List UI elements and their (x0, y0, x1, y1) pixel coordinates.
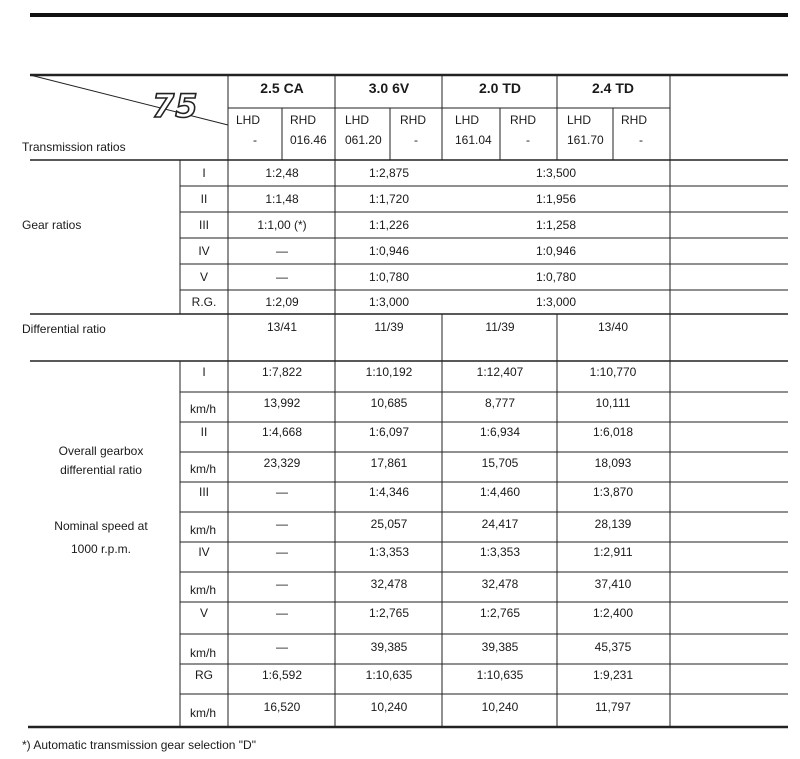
speed-unit-label: km/h (190, 706, 217, 720)
gear-ratio-cell: 1:0,780 (368, 270, 410, 284)
gear-label: III (198, 218, 210, 232)
overall-ratio-cell: 1:4,460 (479, 485, 521, 499)
sub-header-label: LHD (567, 113, 592, 127)
overall-ratio-cell: 1:9,231 (592, 668, 634, 682)
sub-header-label: RHD (290, 113, 316, 127)
speed-cell: 32,478 (370, 577, 408, 591)
overall-ratio-cell: 1:10,770 (589, 365, 637, 379)
nominal-speed-label: Nominal speed at (54, 519, 148, 533)
speed-cell: 24,417 (481, 517, 519, 531)
sub-header-label: LHD (455, 113, 480, 127)
overall-ratio-cell: 1:4,346 (368, 485, 410, 499)
overall-ratio-cell: 1:10,635 (365, 668, 413, 682)
model-75-logo: 75 (152, 87, 199, 125)
speed-unit-label: km/h (190, 646, 217, 660)
gear-ratio-cell: — (276, 244, 288, 258)
speed-cell: — (276, 640, 288, 654)
gear-label: RG (195, 668, 213, 682)
gear-label: II (200, 192, 208, 206)
overall-ratio-cell: 1:2,911 (593, 545, 633, 559)
speed-unit-label: km/h (190, 523, 217, 537)
nominal-speed-label: 1000 r.p.m. (70, 542, 132, 556)
speed-cell: — (276, 517, 288, 531)
overall-ratio-cell: 1:10,635 (476, 668, 524, 682)
sub-header-label: RHD (510, 113, 536, 127)
overall-ratio-cell: — (276, 606, 288, 620)
gear-label: V (199, 606, 209, 620)
gear-label: III (198, 485, 210, 499)
gear-label: IV (198, 545, 210, 559)
gear-label: R.G. (191, 295, 217, 309)
engine-header: 3.0 6V (368, 80, 410, 96)
speed-cell: 8,777 (484, 396, 516, 410)
gear-ratio-cell: 1:1,720 (368, 192, 410, 206)
speed-cell: 11,797 (595, 700, 631, 714)
engine-header: 2.5 CA (260, 80, 304, 96)
speed-cell: 37,410 (594, 577, 632, 591)
sub-header-value: - (639, 133, 643, 147)
speed-cell: 10,240 (370, 700, 408, 714)
speed-cell: 17,861 (370, 456, 408, 470)
overall-ratio-cell: 1:6,592 (261, 668, 303, 682)
gear-ratio-cell: 1:1,226 (368, 218, 410, 232)
overall-ratio-cell: 1:6,934 (479, 425, 521, 439)
gear-ratio-cell: 1:1,00 (*) (257, 218, 307, 232)
engine-header: 2.4 TD (591, 80, 635, 96)
overall-ratio-cell: 1:3,353 (479, 545, 521, 559)
overall-ratio-cell: 1:12,407 (476, 365, 524, 379)
footnote: *) Automatic transmission gear selection "D" (22, 738, 256, 752)
sub-header-value: 161.70 (567, 133, 604, 147)
differential-cell: 11/39 (374, 320, 404, 334)
gear-ratio-cell: 1:2,09 (265, 295, 299, 309)
gear-ratio-cell: 1:1,48 (265, 192, 299, 206)
overall-ratio-cell: — (276, 545, 288, 559)
gear-ratio-cell: 1:3,500 (535, 166, 577, 180)
speed-cell: 23,329 (263, 456, 301, 470)
speed-cell: 32,478 (481, 577, 519, 591)
speed-unit-label: km/h (190, 402, 217, 416)
sub-header-label: RHD (400, 113, 426, 127)
overall-ratio-cell: 1:3,353 (368, 545, 410, 559)
overall-ratio-cell: 1:3,870 (592, 485, 634, 499)
gear-ratio-cell: 1:0,946 (368, 244, 410, 258)
speed-cell: 13,992 (263, 396, 301, 410)
gear-ratio-cell: — (276, 270, 288, 284)
speed-cell: 28,139 (594, 517, 632, 531)
overall-ratio-cell: 1:2,400 (592, 606, 634, 620)
sub-header-label: LHD (345, 113, 370, 127)
gear-ratio-cell: 1:3,000 (368, 295, 410, 309)
sub-header-value: - (526, 133, 530, 147)
sub-header-value: 016.46 (290, 133, 327, 147)
gear-ratio-cell: 1:0,946 (535, 244, 577, 258)
overall-ratio-cell: 1:2,765 (479, 606, 521, 620)
gear-ratio-cell: 1:1,956 (535, 192, 577, 206)
speed-unit-label: km/h (190, 462, 217, 476)
speed-cell: 18,093 (594, 456, 632, 470)
engine-header: 2.0 TD (478, 80, 522, 96)
gear-ratio-cell: 1:2,875 (368, 166, 410, 180)
speed-cell: 10,111 (595, 396, 631, 410)
gear-ratios-label: Gear ratios (22, 218, 82, 232)
overall-label: differential ratio (60, 463, 142, 477)
speed-cell: 25,057 (370, 517, 408, 531)
gear-label: V (199, 270, 209, 284)
sub-header-label: RHD (621, 113, 647, 127)
speed-cell: 45,375 (594, 640, 632, 654)
speed-cell: 39,385 (370, 640, 408, 654)
differential-cell: 11/39 (485, 320, 515, 334)
gear-ratio-cell: 1:1,258 (535, 218, 577, 232)
speed-cell: 16,520 (263, 700, 301, 714)
overall-ratio-cell: 1:6,097 (368, 425, 410, 439)
differential-cell: 13/40 (597, 320, 629, 334)
gear-ratio-cell: 1:0,780 (535, 270, 577, 284)
overall-ratio-cell: 1:2,765 (368, 606, 410, 620)
overall-ratio-cell: — (276, 485, 288, 499)
gear-label: I (202, 166, 206, 180)
speed-cell: — (276, 577, 288, 591)
speed-cell: 15,705 (481, 456, 519, 470)
sub-header-value: 161.04 (455, 133, 492, 147)
speed-cell: 10,685 (370, 396, 408, 410)
speed-cell: 39,385 (481, 640, 519, 654)
speed-unit-label: km/h (190, 583, 217, 597)
sub-header-label: LHD (236, 113, 261, 127)
gear-label: II (200, 425, 208, 439)
gear-ratio-cell: 1:3,000 (535, 295, 577, 309)
sub-header-value: 061.20 (345, 133, 382, 147)
speed-cell: 10,240 (481, 700, 519, 714)
gear-ratio-cell: 1:2,48 (265, 166, 299, 180)
overall-ratio-cell: 1:7,822 (261, 365, 303, 379)
differential-cell: 13/41 (266, 320, 298, 334)
overall-ratio-cell: 1:6,018 (592, 425, 634, 439)
transmission-ratios-label: Transmission ratios (22, 140, 126, 154)
overall-label: Overall gearbox (58, 444, 144, 458)
gear-label: I (202, 365, 206, 379)
sub-header-value: - (253, 133, 257, 147)
overall-ratio-cell: 1:10,192 (365, 365, 413, 379)
differential-ratio-label: Differential ratio (22, 322, 106, 336)
overall-ratio-cell: 1:4,668 (261, 425, 303, 439)
sub-header-value: - (414, 133, 418, 147)
gear-label: IV (198, 244, 210, 258)
